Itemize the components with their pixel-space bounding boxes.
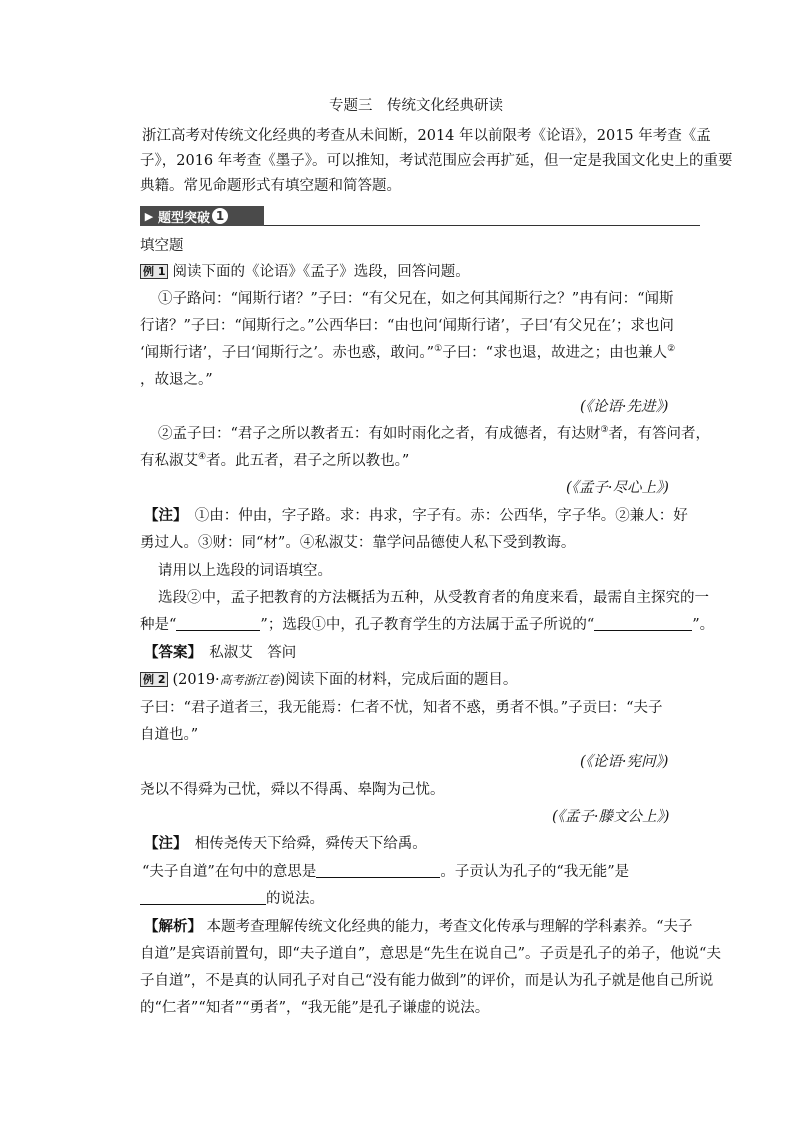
- answer-label: 【答案】: [144, 645, 195, 661]
- example2-analysis-line-2: 自道”是宾语前置句，即“夫子道自”，意思是“先生在说自己”。子贡是孔子的弟子，他说“夫: [140, 946, 721, 962]
- play-arrow-icon: ▶: [144, 209, 154, 223]
- note-label: 【注】: [144, 836, 181, 852]
- example1-question-line-1: 选段②中，孟子把教育的方法概括为五种，从受教育者的角度来看，最需自主探究的一: [158, 590, 709, 606]
- footnote-marker: ①: [434, 344, 443, 355]
- question-type-heading: 填空题: [140, 238, 184, 254]
- answer-blank-4[interactable]: [140, 890, 266, 905]
- example-tag: 例 2: [140, 672, 168, 687]
- page-title: 专题三 传统文化经典研读: [329, 98, 503, 114]
- example1-answer: 【答案】 私淑艾 答问: [144, 645, 297, 661]
- example2-note: 【注】 相传尧传天下给舜，舜传天下给禹。: [144, 836, 427, 852]
- answer-blank-1[interactable]: [176, 616, 260, 631]
- example1-passage2-line-1: ②孟子曰：“君子之所以教者五：有如时雨化之者，有成德者，有达财③者，有答问者，: [158, 425, 710, 442]
- answer-blank-2[interactable]: [594, 616, 692, 631]
- example2-passage2: 尧以不得舜为己忧，舜以不得禹、皋陶为己忧。: [140, 782, 445, 798]
- intro-line-2: 子》，2016 年考查《墨子》。可以推知，考试范围应会再扩延，但一定是我国文化史上的重要: [140, 153, 733, 169]
- example2-analysis-line-1: 【解析】 本题考查理解传统文化经典的能力，考查文化传承与理解的学科素养。“夫子: [144, 919, 693, 935]
- example1-passage1-line-3: ‘闻斯行诸’，子曰‘闻斯行之’。赤也惑，敢问。”①子曰：“求也退，故进之；由也兼人②: [140, 344, 676, 361]
- answer-blank-3[interactable]: [316, 863, 440, 878]
- note-label: 【注】: [144, 508, 181, 524]
- intro-line-1: 浙江高考对传统文化经典的考查从未间断，2014 年以前限考《论语》，2015 年考查《孟: [142, 128, 711, 144]
- example2-passage1-line-2: 自道也。”: [140, 727, 199, 743]
- example2-prompt: 例 2 (2019·高考浙江卷)阅读下面的材料，完成后面的题目。: [140, 670, 517, 690]
- section-number-badge: 1: [212, 208, 228, 224]
- example2-source1: (《论语·宪问》): [580, 754, 669, 770]
- section-banner: [140, 206, 264, 226]
- example2-analysis-line-4: 的“仁者”“知者”“勇者”，“我无能”是孔子谦虚的说法。: [140, 1000, 490, 1016]
- example1-source2: (《孟子·尽心上》): [566, 480, 669, 496]
- footnote-marker: ④: [198, 452, 207, 463]
- example1-passage1-line-4: ，故退之。”: [140, 372, 213, 388]
- example2-source2: (《孟子·滕文公上》): [552, 809, 670, 825]
- example2-passage1-line-1: 子曰：“君子道者三，我无能焉：仁者不忧，知者不惑，勇者不惧。”子贡曰：“夫子: [140, 700, 663, 716]
- example1-passage2-line-2: 有私淑艾④者。此五者，君子之所以教也。”: [140, 452, 410, 469]
- example1-note-line-1: 【注】 ①由：仲由，字子路。求：冉求，字子有。赤：公西华，字子华。②兼人：好: [144, 508, 688, 524]
- example-tag: 例 1: [140, 264, 168, 279]
- footnote-marker: ②: [667, 344, 676, 355]
- example2-question-line-1: “夫子自道”在句中的意思是 。子贡认为孔子的“我无能”是: [142, 864, 630, 880]
- example1-instruction: 请用以上选段的词语填空。: [158, 563, 332, 579]
- analysis-label: 【解析】: [144, 919, 202, 935]
- section-divider: [264, 225, 700, 226]
- example2-analysis-line-3: 子自道”，不是真的认同孔子对自己“没有能力做到”的评价，而是认为孔子就是他自己所说: [140, 973, 714, 989]
- example1-passage1-line-2: 行诸？”子曰：“闻斯行之。”公西华曰：“由也问‘闻斯行诸’，子曰‘有父兄在’；求也问: [140, 318, 674, 334]
- section-banner-label: 题型突破: [158, 210, 211, 226]
- example1-source1: (《论语·先进》): [580, 399, 669, 415]
- example1-question-line-2: 种是“ ”；选段①中，孔子教育学生的方法属于孟子所说的“ ”。: [140, 617, 715, 633]
- intro-line-3: 典籍。常见命题形式有填空题和简答题。: [140, 178, 401, 194]
- example1-passage1-line-1: ①子路问：“闻斯行诸？”子曰：“有父兄在，如之何其闻斯行之？”冉有问：“闻斯: [158, 291, 674, 307]
- footnote-marker: ③: [600, 425, 609, 436]
- example2-question-line-2: 的说法。: [140, 889, 324, 909]
- example1-note-line-2: 勇过人。③财：同“材”。④私淑艾：靠学问品德使人私下受到教诲。: [140, 535, 576, 551]
- example1-prompt: 例 1 阅读下面的《论语》《孟子》选段，回答问题。: [140, 262, 470, 282]
